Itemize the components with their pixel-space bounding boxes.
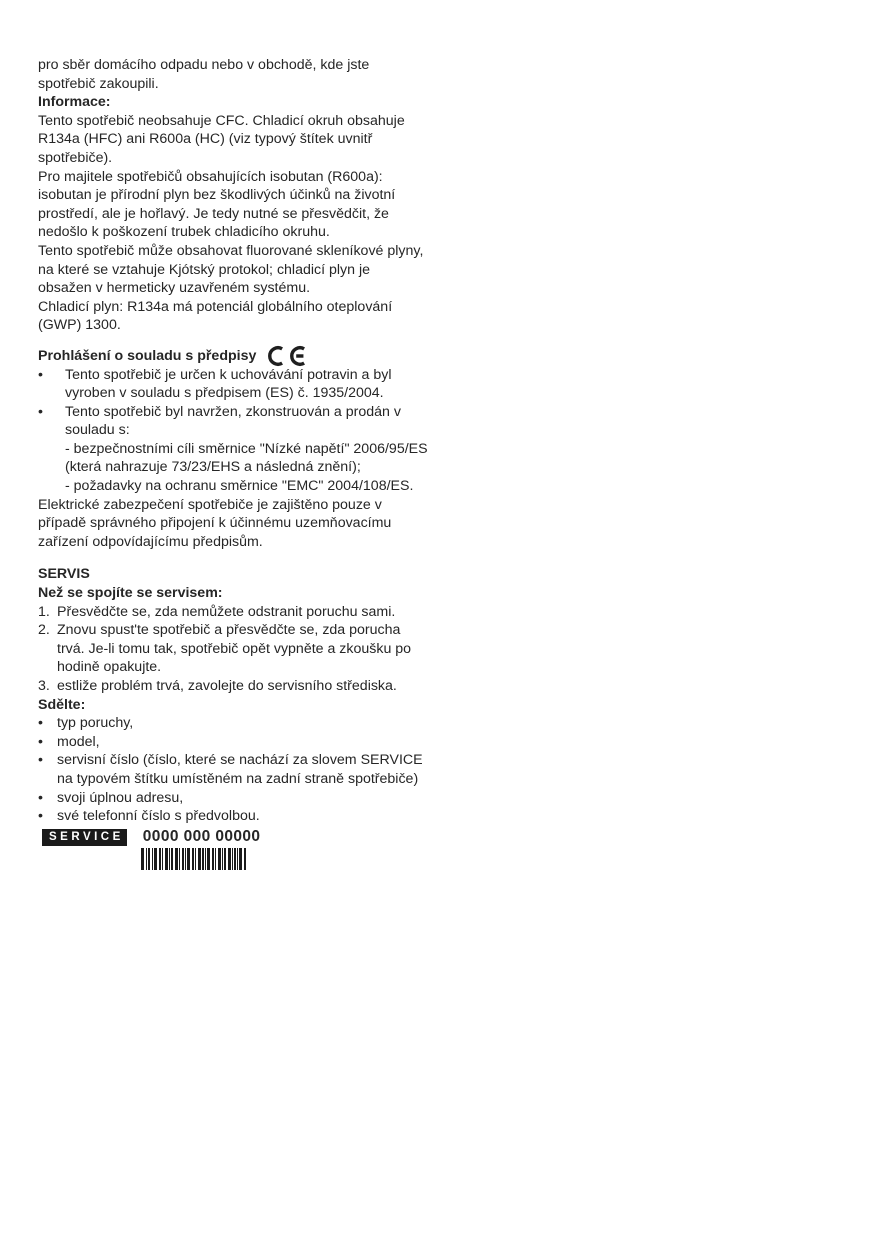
list-number: 3.	[38, 678, 50, 694]
bullet-marker: •	[38, 403, 43, 420]
informace-heading: Informace:	[38, 94, 111, 111]
bullet-marker: •	[38, 808, 43, 825]
bullet-marker: •	[38, 733, 43, 750]
bullet-marker: •	[38, 752, 43, 769]
service-number-column	[143, 829, 261, 870]
text-line: nedošlo k poškození trubek chladicího okruhu.	[38, 224, 330, 241]
text-line: spotřebiče).	[38, 149, 113, 166]
text-line: vyroben v souladu s předpisem (ES) č. 1935/2004.	[65, 385, 384, 402]
numbered-item-body	[57, 677, 442, 696]
bullet-body	[57, 751, 442, 788]
text-line: souladu s:	[65, 422, 130, 439]
bullet-marker: •	[38, 366, 43, 383]
text-line: Elektrické zabezpečení spotřebiče je zajištěno pouze v	[38, 496, 382, 513]
text-line: Znovu spust'te spotřebič a přesvědčte se, zda porucha	[57, 622, 401, 639]
text-line: (GWP) 1300.	[38, 317, 121, 334]
intro-paragraph	[38, 56, 442, 93]
bullet-marker: •	[38, 715, 43, 732]
bullet-body	[65, 366, 442, 403]
numbered-item-body	[57, 621, 442, 677]
numbered-item	[38, 621, 442, 677]
text-line: trvá. Je-li tomu tak, spotřebič opět vypněte a zkoušku po	[57, 640, 412, 657]
text-line: na které se vztahuje Kjótský protokol; chladicí plyn je	[38, 261, 370, 278]
sdelte-bullet-item	[38, 751, 442, 788]
bullet-body	[57, 714, 442, 733]
bullet-marker: •	[38, 789, 43, 806]
text-line: (která nahrazuje 73/23/EHS a následná znění);	[65, 459, 361, 476]
declaration-heading-row	[38, 347, 442, 366]
text-line: Tento spotřebič byl navržen, zkonstruován a prodán v	[65, 403, 401, 420]
numbered-item	[38, 677, 442, 696]
sdelte-bullet-item	[38, 789, 442, 808]
bullet-body	[65, 403, 442, 496]
declaration-bullet-item	[38, 403, 442, 496]
text-line: své telefonní číslo s předvolbou.	[57, 808, 260, 825]
sdelte-bullet-item	[38, 733, 442, 752]
text-line: obsažen v hermeticky uzavřeném systému.	[38, 280, 311, 297]
text-line: Tento spotřebič může obsahovat fluorované skleníkové plyny,	[38, 242, 424, 259]
service-number: 0000 000 00000	[142, 827, 261, 845]
sdelte-heading: Sdělte:	[38, 696, 86, 713]
text-line: R134a (HFC) ani R600a (HC) (viz typový štítek uvnitř	[38, 131, 373, 148]
list-number: 2.	[38, 622, 50, 639]
list-number: 1.	[38, 603, 50, 620]
text-line: spotřebič zakoupili.	[38, 75, 159, 92]
servis-heading: SERVIS	[38, 566, 90, 583]
text-line: - požadavky na ochranu směrnice "EMC" 2004/108/ES.	[65, 478, 414, 495]
text-line: Chladicí plyn: R134a má potenciál globálního oteplování	[38, 298, 393, 315]
text-line: Tento spotřebič neobsahuje CFC. Chladicí okruh obsahuje	[38, 112, 405, 129]
numbered-item-body	[57, 603, 442, 622]
text-line: případě správného připojení k účinnému uzemňovacímu	[38, 515, 392, 532]
text-line: prostředí, ale je hořlavý. Je tedy nutné se přesvědčit, že	[38, 205, 389, 222]
document-content	[38, 56, 442, 870]
text-line: model,	[57, 733, 100, 750]
service-badge: SERVICE	[42, 829, 127, 846]
text-line: zařízení odpovídajícímu předpisům.	[38, 533, 263, 550]
text-line: na typovém štítku umístěném na zadní straně spotřebiče)	[57, 770, 419, 787]
servis-subheading: Než se spojíte se servisem:	[38, 585, 223, 602]
bullet-body	[57, 789, 442, 808]
bullet-body	[57, 807, 442, 826]
text-line: hodině opakujte.	[57, 659, 162, 676]
text-line: servisní číslo (číslo, které se nachází za slovem SERVICE	[57, 752, 423, 769]
bullet-body	[57, 733, 442, 752]
text-line: - bezpečnostními cíli směrnice "Nízké napětí" 2006/95/ES	[65, 440, 428, 457]
numbered-item	[38, 603, 442, 622]
text-line: svoji úplnou adresu,	[57, 789, 184, 806]
text-line: pro sběr domácího odpadu nebo v obchodě, kde jste	[38, 57, 370, 73]
barcode-image	[141, 848, 246, 870]
service-block	[38, 829, 442, 870]
text-line: Pro majitele spotřebičů obsahujících isobutan (R600a):	[38, 168, 383, 185]
text-line: typ poruchy,	[57, 715, 134, 732]
text-line: isobutan je přírodní plyn bez škodlivých účinků na životní	[38, 187, 396, 204]
text-line: Tento spotřebič je určen k uchovávání potravin a byl	[65, 366, 392, 383]
text-line: estliže problém trvá, zavolejte do servisního střediska.	[57, 678, 397, 694]
declaration-bullet-item	[38, 366, 442, 403]
sdelte-bullet-item	[38, 714, 442, 733]
declaration-heading: Prohlášení o souladu s předpisy	[38, 347, 257, 364]
sdelte-bullet-item	[38, 807, 442, 826]
text-line: Přesvědčte se, zda nemůžete odstranit poruchu sami.	[57, 603, 396, 620]
